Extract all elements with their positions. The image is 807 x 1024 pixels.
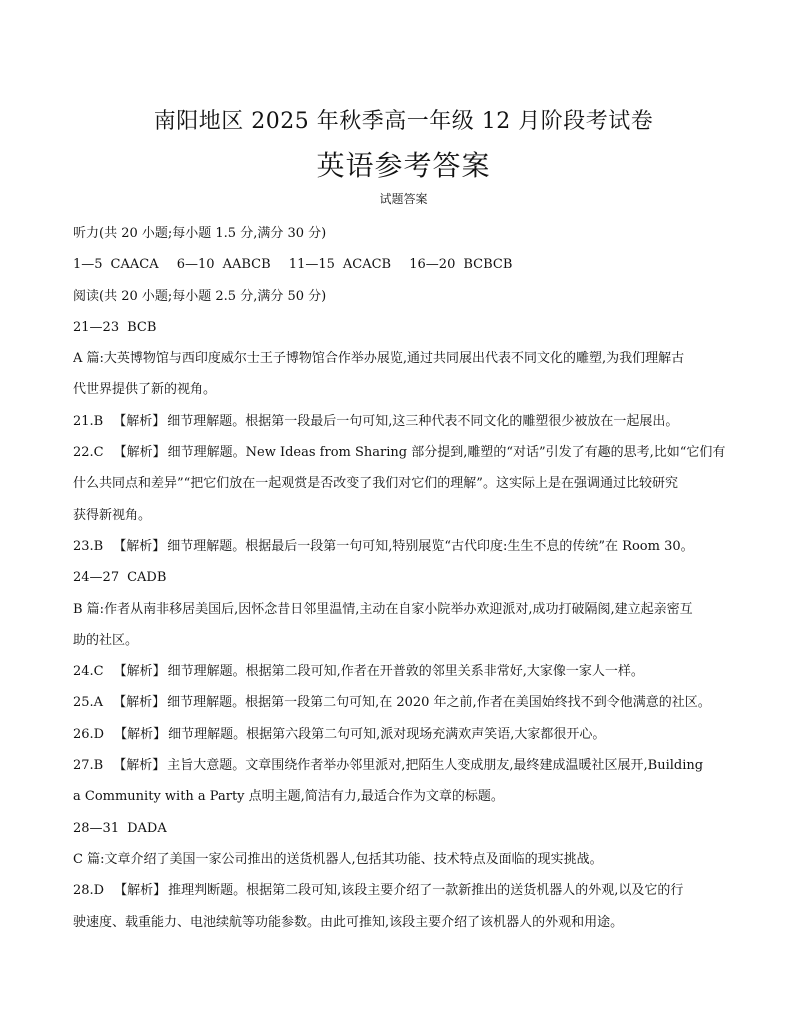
listening-range-4: 16—20	[409, 257, 456, 273]
question-number: 22.C	[73, 445, 104, 461]
passage-b-range: 24—27	[73, 570, 120, 586]
explanation-text: 细节理解题。根据第一段最后一句可知,这三种代表不同文化的雕塑很少被放在一起展出。	[167, 413, 679, 429]
question-27-explanation	[73, 750, 741, 781]
passage-a-key: BCB	[127, 319, 157, 335]
passage-b-answers	[73, 562, 741, 593]
passage-c-answers	[73, 813, 741, 844]
question-22-explanation	[73, 437, 741, 468]
explanation-continuation: 驶速度、载重能力、电池续航等功能参数。由此可推知,该段主要介绍了该机器人的外观和用途。	[73, 914, 624, 930]
analysis-tag: 【解析】	[113, 445, 166, 461]
analysis-tag: 【解析】	[113, 695, 166, 711]
passage-c-summary-line: C 篇:文章介绍了美国一家公司推出的送货机器人,包括其功能、技术特点及面临的现实挑战。	[73, 851, 603, 867]
passage-a-summary-line: A 篇:大英博物馆与西印度威尔士王子博物馆合作举办展览,通过共同展出代表不同文化的雕塑,为我们理解古	[73, 351, 685, 367]
listening-range-3: 11—15	[288, 257, 335, 273]
explanation-text: 细节理解题。根据最后一段第一句可知,特别展览“古代印度:生生不息的传统”在 Room 30。	[167, 538, 694, 554]
analysis-tag: 【解析】	[114, 726, 167, 742]
listening-answer-4: BCBCB	[463, 257, 513, 273]
passage-a-range: 21—23	[73, 319, 120, 335]
question-number: 28.D	[73, 883, 105, 899]
listening-answer-3: ACACB	[342, 257, 392, 273]
explanation-continuation: 获得新视角。	[73, 507, 152, 523]
explanation-text: 细节理解题。New Ideas from Sharing 部分提到,雕塑的“对话”引发了有趣的思考,比如“它们有	[167, 445, 726, 461]
explanation-text: 推理判断题。根据第二段可知,该段主要介绍了一款新推出的送货机器人的外观,以及它的行	[168, 883, 684, 899]
question-26-explanation	[73, 719, 741, 750]
analysis-tag: 【解析】	[113, 538, 166, 554]
question-number: 21.B	[73, 413, 104, 429]
question-24-explanation	[73, 656, 741, 687]
passage-a-answers	[73, 312, 741, 343]
passage-b-summary-line: B 篇:作者从南非移居美国后,因怀念昔日邻里温情,主动在自家小院举办欢迎派对,成功打破隔阂,建立起亲密互	[73, 601, 693, 617]
explanation-text: 主旨大意题。文章围绕作者举办邻里派对,把陌生人变成朋友,最终建成温暖社区展开,Building	[167, 758, 704, 774]
question-number: 24.C	[73, 664, 104, 680]
question-21-explanation	[73, 406, 741, 437]
explanation-continuation: 什么共同点和差异”“把它们放在一起观赏是否改变了我们对它们的理解”。这实际上是在强调通过比较研究	[73, 476, 678, 492]
reading-heading: 阅读(共 20 小题;每小题 2.5 分,满分 50 分)	[73, 288, 327, 304]
listening-range-2: 6—10	[176, 257, 215, 273]
explanation-text: 细节理解题。根据第一段第二句可知,在 2020 年之前,作者在美国始终找不到令他满意的社区。	[167, 695, 711, 711]
listening-answers	[73, 249, 741, 280]
subject-title: 英语参考答案	[316, 149, 491, 182]
listening-range-1: 1—5	[73, 257, 103, 273]
explanation-text: 细节理解题。根据第六段第二句可知,派对现场充满欢声笑语,大家都很开心。	[168, 726, 606, 742]
listening-answer-2: AABCB	[222, 257, 271, 273]
passage-b-key: CADB	[127, 570, 167, 586]
analysis-tag: 【解析】	[113, 413, 166, 429]
question-23-explanation	[73, 531, 741, 562]
explanation-continuation: a Community with a Party 点明主题,简洁有力,最适合作为文章的标题。	[73, 789, 504, 805]
question-number: 25.A	[73, 695, 104, 711]
answer-body	[73, 218, 741, 938]
question-number: 27.B	[73, 758, 104, 774]
question-25-explanation	[73, 687, 741, 718]
analysis-tag: 【解析】	[113, 758, 166, 774]
question-number: 23.B	[73, 538, 104, 554]
question-28-explanation	[73, 875, 741, 906]
passage-b-summary-line: 助的社区。	[73, 632, 139, 648]
passage-c-range: 28—31	[73, 820, 120, 836]
analysis-tag: 【解析】	[113, 664, 166, 680]
passage-a-summary-line: 代世界提供了新的视角。	[73, 382, 217, 398]
listening-answer-1: CAACA	[110, 257, 159, 273]
passage-c-key: DADA	[127, 820, 167, 836]
exam-title: 南阳地区 2025 年秋季高一年级 12 月阶段考试卷	[153, 109, 654, 134]
analysis-tag: 【解析】	[114, 883, 167, 899]
listening-heading: 听力(共 20 小题;每小题 1.5 分,满分 30 分)	[73, 226, 327, 241]
explanation-text: 细节理解题。根据第二段可知,作者在开普敦的邻里关系非常好,大家像一家人一样。	[167, 664, 644, 680]
question-number: 26.D	[73, 726, 105, 742]
subtitle: 试题答案	[379, 192, 428, 206]
